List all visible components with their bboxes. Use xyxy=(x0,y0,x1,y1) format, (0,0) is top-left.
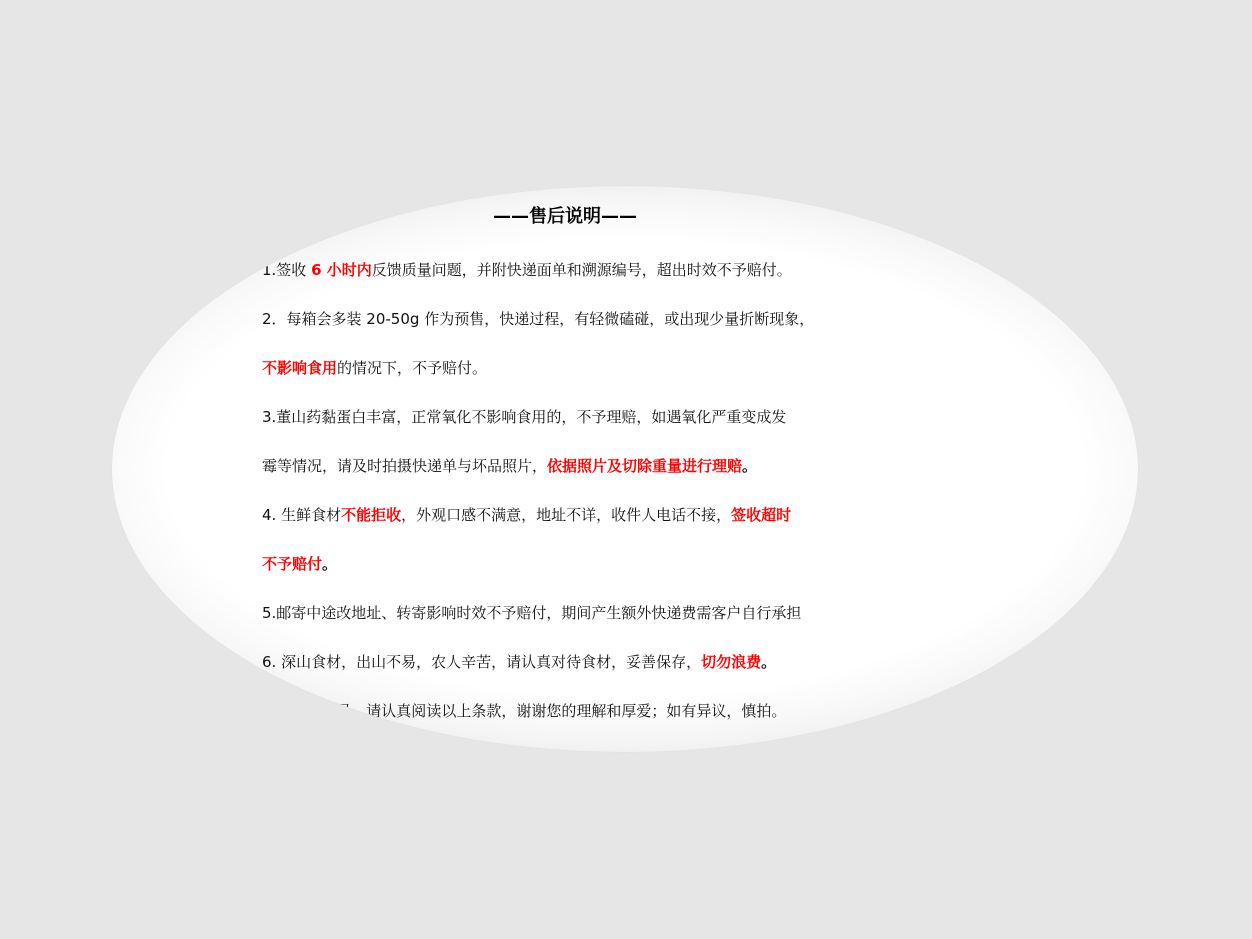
item-text: 5.邮寄中途改地址、转寄影响时效不予赔付，期间产生额外快递费需客户自行承担 xyxy=(262,604,802,622)
item-text: 6. 深山食材，出山不易，农人辛苦，请认真对待食材，妥善保存， xyxy=(262,653,702,671)
list-item xyxy=(262,309,814,329)
item-emphasis: 6 小时内 xyxy=(311,261,372,279)
list-item xyxy=(262,456,757,476)
list-item xyxy=(262,407,786,427)
list-item xyxy=(262,603,801,623)
page-title: ——售后说明—— xyxy=(493,206,637,227)
list-item xyxy=(262,260,792,280)
item-text: 的情况下，不予赔付。 xyxy=(337,359,488,377)
item-text: 3.董山药黏蛋白丰富，正常氧化不影响食用的，不予理赔，如遇氧化严重变成发 xyxy=(262,408,787,426)
item-text: 。 xyxy=(761,653,777,671)
item-emphasis: 不能拒收 xyxy=(341,506,402,524)
item-emphasis: 签收超时 xyxy=(731,506,792,524)
item-text: 。 xyxy=(742,457,758,475)
item-emphasis: 不予赔付 xyxy=(262,555,323,573)
item-text: 反馈质量问题，并附快递面单和溯源编号，超出时效不予赔付。 xyxy=(371,261,792,279)
item-text: 霉等情况，请及时拍摄快递单与坏品照片， xyxy=(262,457,548,475)
after-sales-panel xyxy=(112,186,1138,752)
item-emphasis: 切勿浪费 xyxy=(701,653,762,671)
list-item xyxy=(262,652,776,672)
item-text: ，外观口感不满意，地址不详，收件人电话不接， xyxy=(401,506,732,524)
list-item xyxy=(262,554,337,574)
item-text: 。 xyxy=(322,555,338,573)
list-item xyxy=(262,358,487,378)
item-text: 7． 生鲜不易，请认真阅读以上条款，谢谢您的理解和厚爱；如有异议，慎拍。 xyxy=(262,702,787,720)
item-text: 1.签收 xyxy=(262,261,312,279)
item-text: 4. 生鲜食材 xyxy=(262,506,342,524)
list-item xyxy=(262,701,786,721)
item-emphasis: 依据照片及切除重量进行理赔 xyxy=(547,457,743,475)
item-text: 2．每箱会多装 20-50g 作为预售，快递过程，有轻微磕碰，或出现少量折断现象， xyxy=(262,310,815,328)
list-item xyxy=(262,505,791,525)
item-emphasis: 不影响食用 xyxy=(262,359,338,377)
